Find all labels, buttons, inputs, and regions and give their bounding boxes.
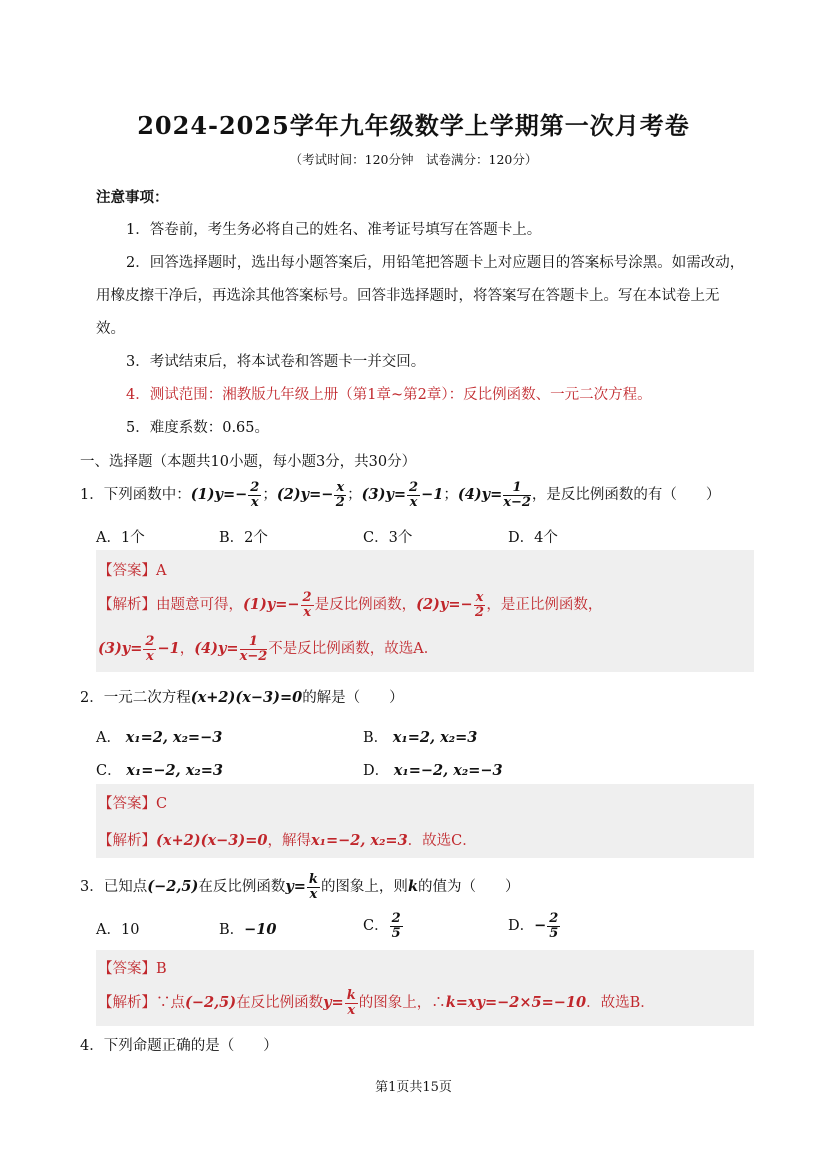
notice-item-3: 3．考试结束后，将本试卷和答题卡一并交回。 — [126, 354, 426, 370]
question-1: 1．下列函数中：(1)y=− $\frac{2}{x}$ ；(2)y=− $\frac{x}{2}$ ；(3)y= $\frac{2}{x}$ −1；(4)y= $\frac{1}{x-2}$ ，是反比例函数的有（ ） — [80, 480, 721, 510]
q3-answer: 【答案】B — [98, 961, 167, 977]
question-3: 3．已知点(−2,5)在反比例函数y= $\frac{k}{x}$ 的图象上，则k的值为（ ） — [80, 872, 520, 902]
page-footer: 第1页共15页 — [375, 1080, 452, 1095]
q1-option-c: C．3个 — [363, 530, 413, 546]
q3-option-c: C． $\frac{2}{5}$ — [363, 911, 401, 941]
q1-analysis-line-1: 【解析】由题意可得，(1)y=− $\frac{2}{x}$ 是反比例函数，(2)y=− $\frac{x}{2}$ ，是正比例函数， — [98, 590, 603, 620]
exam-info: （考试时间：120分钟 试卷满分：120分） — [289, 152, 538, 167]
q1-option-a: A．1个 — [96, 530, 145, 546]
notice-item-4: 4．测试范围：湘教版九年级上册（第1章~第2章）：反比例函数、一元二次方程。 — [126, 387, 652, 403]
q3-option-b: B．−10 — [219, 921, 277, 938]
q2-option-a: A． x₁=2, x₂=−3 — [96, 729, 223, 746]
q1-answer: 【答案】A — [98, 563, 167, 579]
notice-item-2-line-2: 用橡皮擦干净后，再选涂其他答案标号。回答非选择题时，将答案写在答题卡上。写在本试卷上无 — [96, 288, 720, 304]
notice-item-5: 5．难度系数：0.65。 — [126, 420, 270, 436]
notice-item-1: 1．答卷前，考生务必将自己的姓名、准考证号填写在答题卡上。 — [126, 222, 542, 238]
q3-analysis: 【解析】∵点(−2,5)在反比例函数y= $\frac{k}{x}$ 的图象上，∴k=xy=−2×5=−10．故选B． — [98, 988, 655, 1018]
page-title: 2024-2025学年九年级数学上学期第一次月考卷 — [137, 111, 690, 140]
section-heading: 一、选择题（本题共10小题，每小题3分，共30分） — [80, 454, 417, 470]
q2-answer: 【答案】C — [98, 796, 168, 812]
q2-analysis: 【解析】(x+2)(x−3)=0，解得x₁=−2, x₂=3．故选C． — [98, 832, 477, 849]
q2-option-c: C． x₁=−2, x₂=3 — [96, 762, 223, 779]
q1-analysis-line-2: (3)y= $\frac{2}{x}$ −1，(4)y= $\frac{1}{x-2}$ 不是反比例函数，故选A． — [98, 634, 439, 664]
q1-option-d: D．4个 — [508, 530, 558, 546]
q2-option-d: D． x₁=−2, x₂=−3 — [363, 762, 503, 779]
notice-item-2-line-1: 2．回答选择题时，选出每小题答案后，用铅笔把答题卡上对应题目的答案标号涂黑。如需改动， — [126, 255, 745, 271]
q2-option-b: B． x₁=2, x₂=3 — [363, 729, 478, 746]
notice-heading: 注意事项： — [96, 189, 169, 206]
notice-item-2-line-3: 效。 — [96, 321, 125, 337]
q1-option-b: B．2个 — [219, 530, 268, 546]
question-2: 2．一元二次方程(x+2)(x−3)=0的解是（ ） — [80, 689, 404, 706]
q3-option-d: D．− $\frac{2}{5}$ — [508, 911, 559, 941]
question-4: 4．下列命题正确的是（ ） — [80, 1038, 278, 1054]
q3-option-a: A．10 — [96, 922, 140, 938]
